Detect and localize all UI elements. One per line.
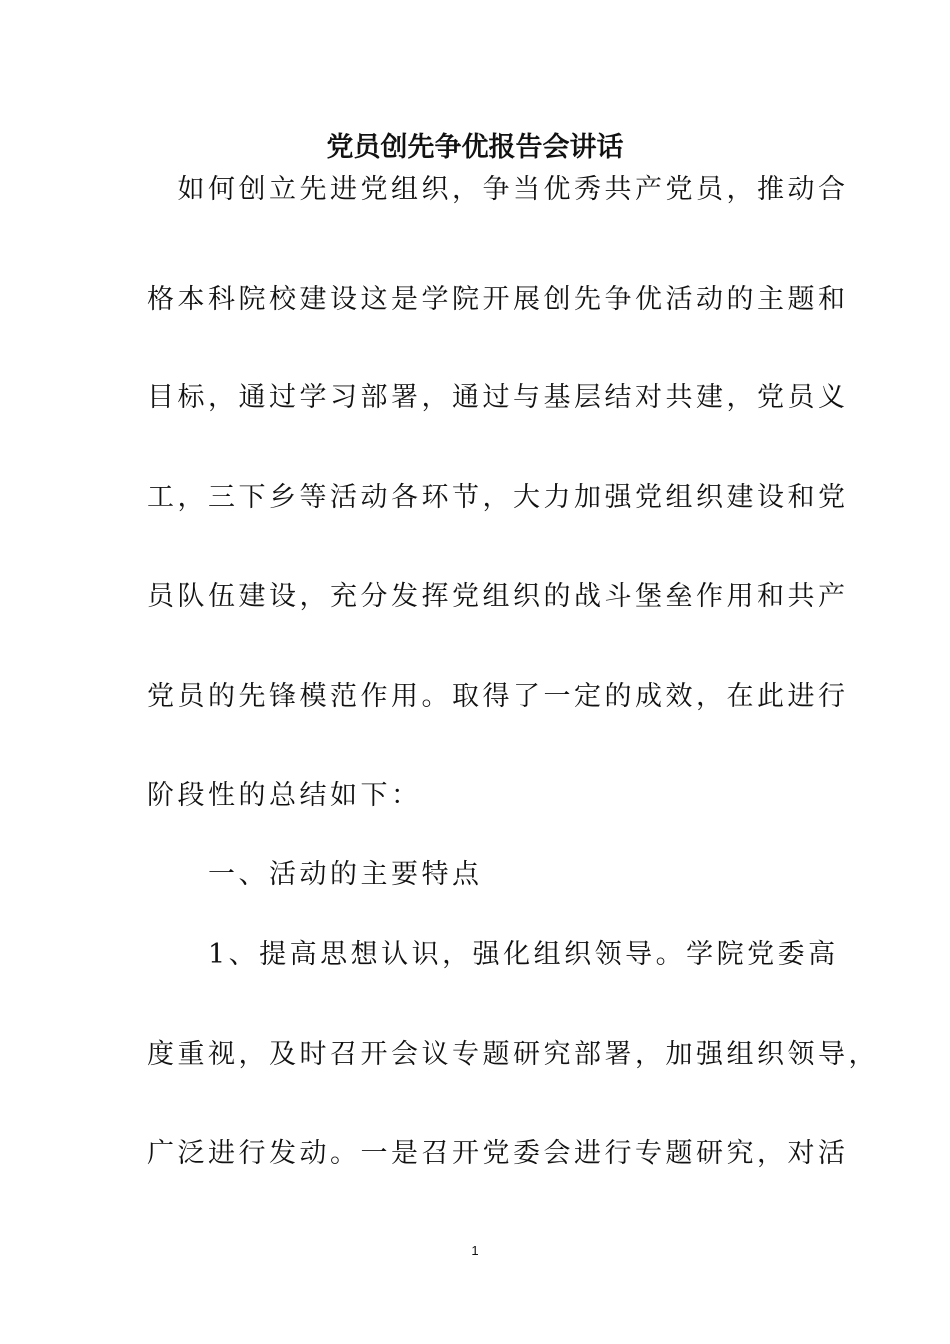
- body-line-10: 度重视，及时召开会议专题研究部署，加强组织领导，: [147, 1039, 879, 1070]
- body-line-7: 阶段性的总结如下：: [147, 780, 422, 811]
- body-line-2: 格本科院校建设这是学院开展创先争优活动的主题和: [147, 284, 849, 315]
- document-title: 党员创先争优报告会讲话: [326, 132, 624, 163]
- body-line-11: 广泛进行发动。一是召开党委会进行专题研究，对活: [147, 1138, 849, 1169]
- body-line-6: 党员的先锋模范作用。取得了一定的成效，在此进行: [147, 681, 849, 712]
- section-heading: 一、活动的主要特点: [147, 859, 483, 890]
- page-number: 1: [471, 1243, 479, 1258]
- body-line-9: 1、提高思想认识，强化组织领导。学院党委高: [147, 939, 839, 970]
- body-line-5: 员队伍建设，充分发挥党组织的战斗堡垒作用和共产: [147, 581, 849, 612]
- body-line-1: 如何创立先进党组织，争当优秀共产党员，推动合: [147, 174, 849, 205]
- body-line-4: 工，三下乡等活动各环节，大力加强党组织建设和党: [147, 482, 849, 513]
- body-line-3: 目标，通过学习部署，通过与基层结对共建，党员义: [147, 382, 849, 413]
